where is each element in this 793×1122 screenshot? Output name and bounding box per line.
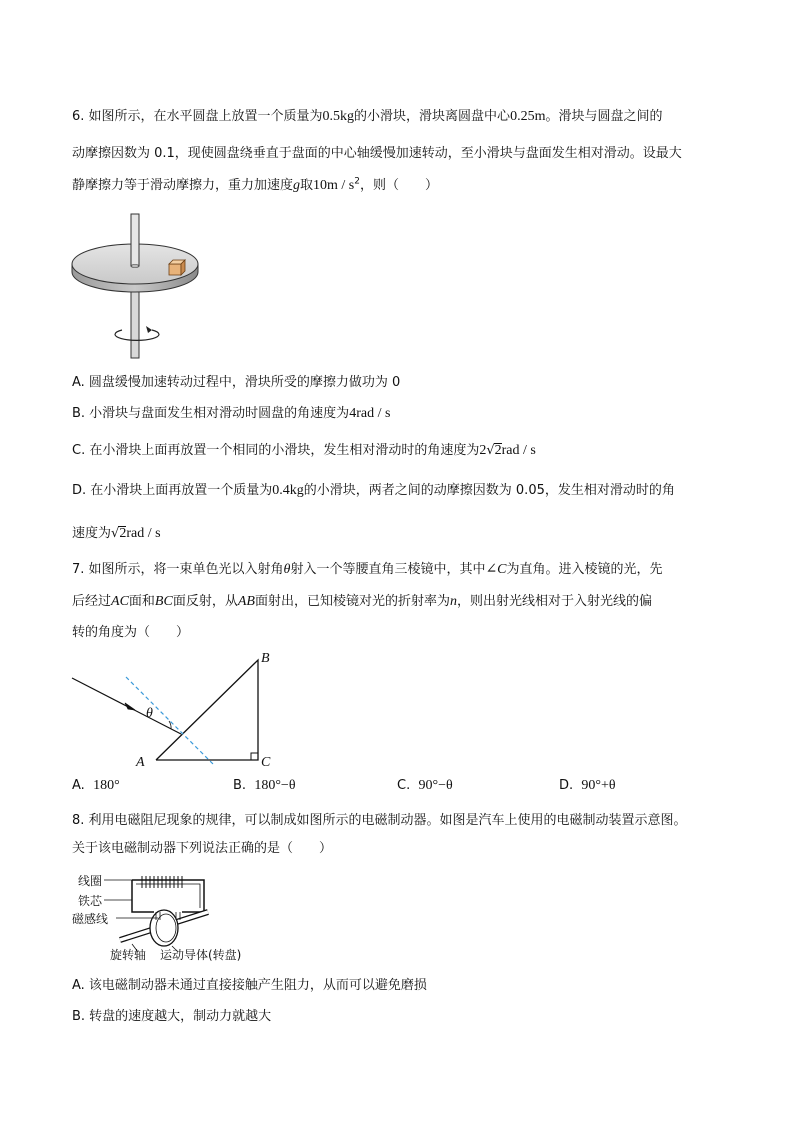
label-disk: 运动导体(转盘) bbox=[160, 948, 242, 962]
iron-core bbox=[132, 880, 204, 912]
q8-stem-line-1: 8. 利用电磁阻尼现象的规律，可以制成如图所示的电磁制动器。如图是汽车上使用的电磁制动装置示意图。 bbox=[72, 813, 687, 828]
fig-theta-label: θ bbox=[146, 706, 153, 721]
q6-stem-line-3: 静摩擦力等于滑动摩擦力，重力加速度g取$10m / s^2$，则（ ） bbox=[72, 176, 439, 193]
prism-outline bbox=[156, 660, 258, 760]
q8-brake-figure bbox=[72, 868, 292, 968]
q8-stem-line-2: 关于该电磁制动器下列说法正确的是（ ） bbox=[72, 841, 333, 856]
axle-upper bbox=[131, 214, 139, 266]
fig-vertex-b: B bbox=[261, 651, 270, 666]
q7-option-b[interactable]: B. 180°−θ bbox=[233, 778, 296, 793]
q6-disk-figure bbox=[70, 212, 210, 362]
q6-option-c[interactable]: C. 在小滑块上面再放置一个相同的小滑块，发生相对滑动时的角速度为2√2rad / s bbox=[72, 443, 536, 458]
label-shaft: 旋转轴 bbox=[110, 948, 147, 962]
q7-option-a[interactable]: A. 180° bbox=[72, 778, 120, 793]
fig-vertex-c: C bbox=[261, 755, 271, 770]
q6-stem-line-2: 动摩擦因数为 0.1，现使圆盘绕垂直于盘面的中心轴缓慢加速转动，至小滑块与盘面发生相对滑动。设最大 bbox=[72, 146, 682, 161]
right-angle-mark bbox=[251, 753, 258, 760]
q7-option-d[interactable]: D. 90°+θ bbox=[559, 778, 616, 793]
label-coil: 线圈 bbox=[78, 874, 103, 888]
q6-stem-line-1: 6. 如图所示，在水平圆盘上放置一个质量为0.5kg的小滑块，滑块离圆盘中心0.25m。滑块与圆盘之间的 bbox=[72, 109, 663, 124]
q8-option-a[interactable]: A. 该电磁制动器未通过直接接触产生阻力，从而可以避免磨损 bbox=[72, 978, 427, 993]
q7-prism-figure bbox=[68, 648, 298, 773]
q6-option-d-line-1[interactable]: D. 在小滑块上面再放置一个质量为0.4kg的小滑块，两者之间的动摩擦因数为 0.05，发生相对滑动时的角 bbox=[72, 483, 675, 498]
coil bbox=[142, 876, 182, 888]
q6-option-b[interactable]: B. 小滑块与盘面发生相对滑动时圆盘的角速度为4rad / s bbox=[72, 406, 391, 421]
q7-stem-line-1: 7. 如图所示，将一束单色光以入射角θ射入一个等腰直角三棱镜中，其中∠C为直角。进入棱镜的光，先 bbox=[72, 562, 663, 577]
normal-line bbox=[126, 677, 214, 765]
label-field-lines: 磁感线 bbox=[72, 912, 109, 926]
q7-option-c[interactable]: C. 90°−θ bbox=[397, 778, 453, 793]
q7-stem-line-2: 后经过AC面和BC面反射，从AB面射出，已知棱镜对光的折射率为n，则出射光线相对于入射光线的偏 bbox=[72, 594, 652, 609]
slider-block bbox=[169, 260, 185, 275]
label-iron-core: 铁芯 bbox=[78, 894, 103, 908]
axle-lower bbox=[131, 282, 139, 358]
q6-option-a[interactable]: A. 圆盘缓慢加速转动过程中，滑块所受的摩擦力做功为 0 bbox=[72, 375, 401, 390]
q6-option-d-line-2[interactable]: 速度为√2rad / s bbox=[72, 526, 161, 541]
fig-vertex-a: A bbox=[136, 755, 145, 770]
conductor-disk bbox=[150, 910, 178, 946]
q8-option-b[interactable]: B. 转盘的速度越大，制动力就越大 bbox=[72, 1009, 272, 1024]
q7-stem-line-3: 转的角度为（ ） bbox=[72, 625, 190, 640]
ray-arrow-icon bbox=[125, 703, 135, 710]
